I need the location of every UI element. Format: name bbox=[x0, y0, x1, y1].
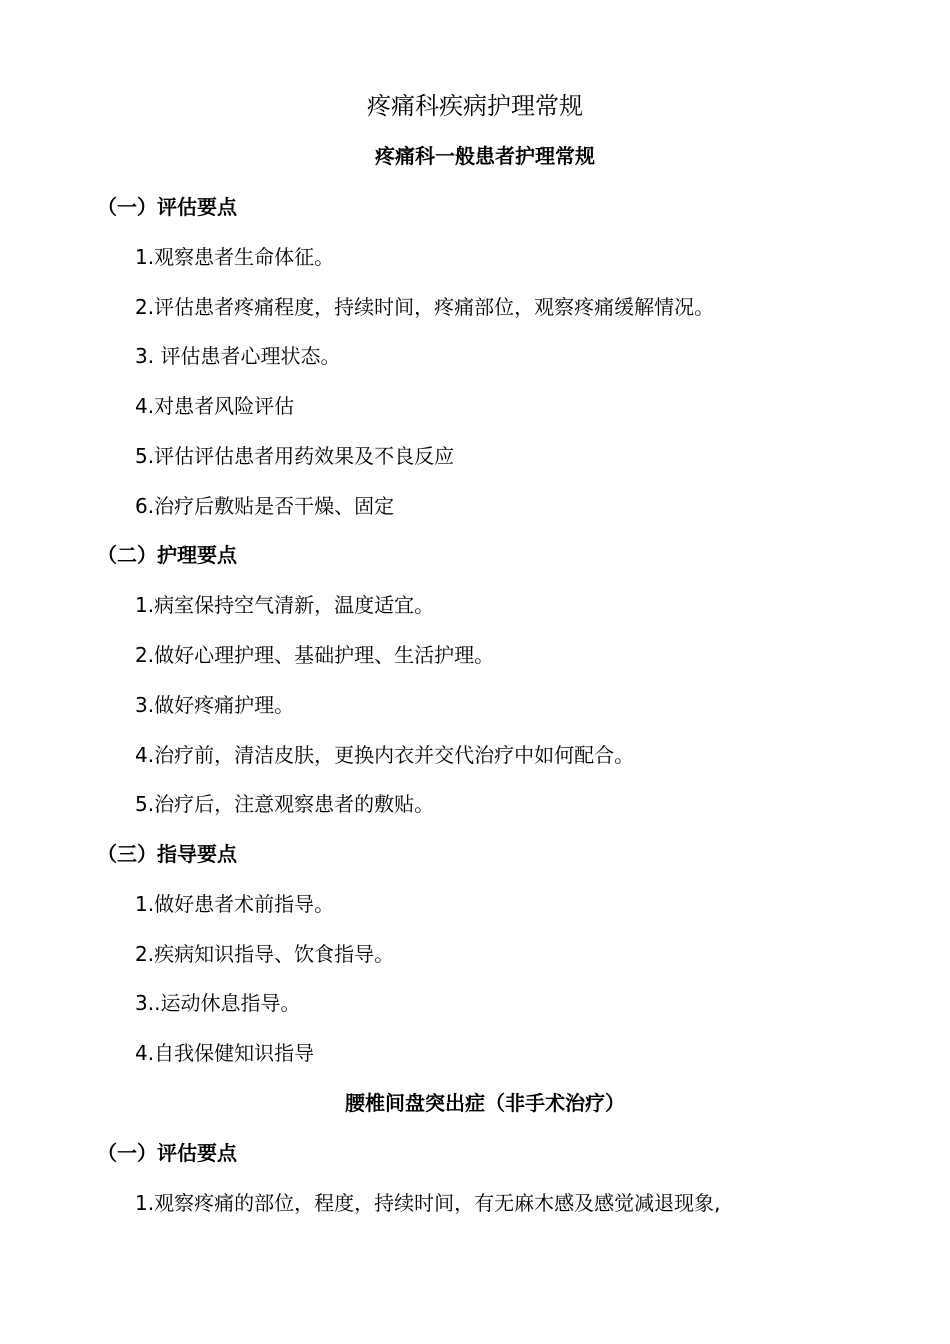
list-item: 1.病室保持空气清新，温度适宜。 bbox=[135, 593, 435, 617]
section-heading-nursing: （二）护理要点 bbox=[97, 543, 237, 567]
list-item: 3. 评估患者心理状态。 bbox=[135, 344, 341, 368]
list-item: 1.观察疼痛的部位，程度，持续时间，有无麻木感及感觉减退现象, bbox=[135, 1191, 721, 1215]
list-item: 1.观察患者生命体征。 bbox=[135, 245, 335, 269]
list-item: 2.疾病知识指导、饮食指导。 bbox=[135, 942, 395, 966]
list-item: 4.自我保健知识指导 bbox=[135, 1041, 315, 1065]
list-item: 4.对患者风险评估 bbox=[135, 394, 295, 418]
list-item: 3.做好疼痛护理。 bbox=[135, 693, 295, 717]
section-heading-assessment-2: （一）评估要点 bbox=[97, 1141, 237, 1165]
section-heading-assessment: （一）评估要点 bbox=[97, 195, 237, 219]
list-item: 2.做好心理护理、基础护理、生活护理。 bbox=[135, 643, 495, 667]
section-heading-guidance: （三）指导要点 bbox=[97, 842, 237, 866]
list-item: 2.评估患者疼痛程度，持续时间，疼痛部位，观察疼痛缓解情况。 bbox=[135, 295, 715, 319]
part1-heading: 疼痛科一般患者护理常规 bbox=[375, 144, 595, 168]
list-item: 5.评估评估患者用药效果及不良反应 bbox=[135, 444, 455, 468]
list-item: 6.治疗后敷贴是否干燥、固定 bbox=[135, 494, 395, 518]
list-item: 3..运动休息指导。 bbox=[135, 991, 301, 1015]
part2-heading: 腰椎间盘突出症（非手术治疗） bbox=[345, 1091, 625, 1115]
list-item: 1.做好患者术前指导。 bbox=[135, 892, 335, 916]
document-title: 疼痛科疾病护理常规 bbox=[367, 92, 583, 120]
list-item: 4.治疗前，清洁皮肤，更换内衣并交代治疗中如何配合。 bbox=[135, 743, 635, 767]
list-item: 5.治疗后，注意观察患者的敷贴。 bbox=[135, 792, 435, 816]
